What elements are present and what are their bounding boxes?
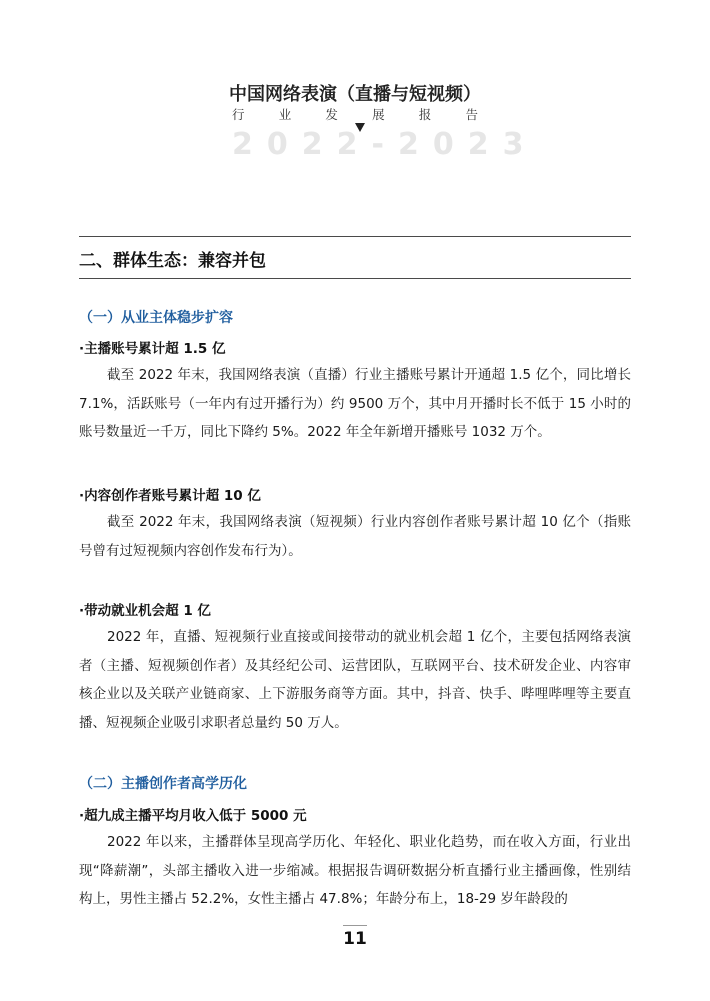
section-divider-top <box>79 236 631 237</box>
bullet-heading: ·内容创作者账号累计超 10 亿 <box>79 488 261 504</box>
bullet-heading: ·超九成主播平均月收入低于 5000 元 <box>79 808 307 824</box>
section-title: 二、群体生态：兼容并包 <box>79 251 266 271</box>
subtitle-char: 报 <box>418 107 432 122</box>
paragraph: 截至 2022 年末，我国网络表演（短视频）行业内容创作者账号累计超 10 亿个（指账号曾有过短视频内容创作发布行为）。 <box>79 514 631 559</box>
report-subtitle <box>232 105 478 123</box>
subsection-title: （二）主播创作者高学历化 <box>79 776 247 792</box>
subtitle-char: 行 <box>232 107 245 122</box>
page-number: 11 <box>343 929 367 949</box>
year-watermark: 2022-2023 <box>232 127 538 162</box>
bullet-heading: ·带动就业机会超 1 亿 <box>79 603 211 619</box>
report-title: 中国网络表演（直播与短视频） <box>229 84 481 105</box>
paragraph: 截至 2022 年末，我国网络表演（直播）行业主播账号累计开通超 1.5 亿个，同比增长 7.1%，活跃账号（一年内有过开播行为）约 9500 万个，其中月开播时长不低于 15 小时的账号数量近一千万，同比下降约 5%。2022 年全年新增开播账号 1032 万个。 <box>79 367 631 440</box>
bullet-heading: ·主播账号累计超 1.5 亿 <box>79 341 226 357</box>
subsection-title: （一）从业主体稳步扩容 <box>79 310 233 326</box>
page-number-rule <box>343 925 367 926</box>
paragraph: 2022 年，直播、短视频行业直接或间接带动的就业机会超 1 亿个，主要包括网络表演者（主播、短视频创作者）及其经纪公司、运营团队，互联网平台、技术研发企业、内容审核企业以及关联产业链商家、上下游服务商等方面。其中，抖音、快手、哔哩哔哩等主要直播、短视频企业吸引求职者总量约 50 万人。 <box>79 629 631 731</box>
subtitle-char: 告 <box>465 107 478 122</box>
subtitle-char: 业 <box>278 107 292 122</box>
paragraph: 2022 年以来，主播群体呈现高学历化、年轻化、职业化趋势，而在收入方面，行业出现“降薪潮”，头部主播收入进一步缩减。根据报告调研数据分析直播行业主播画像，性别结构上，男性主播占 52.2%，女性主播占 47.8%；年龄分布上，18-29 岁年龄段的 <box>79 834 631 907</box>
section-divider-bottom <box>79 278 631 279</box>
subtitle-char: 展 <box>372 107 385 122</box>
subtitle-char: 发 <box>325 107 338 122</box>
